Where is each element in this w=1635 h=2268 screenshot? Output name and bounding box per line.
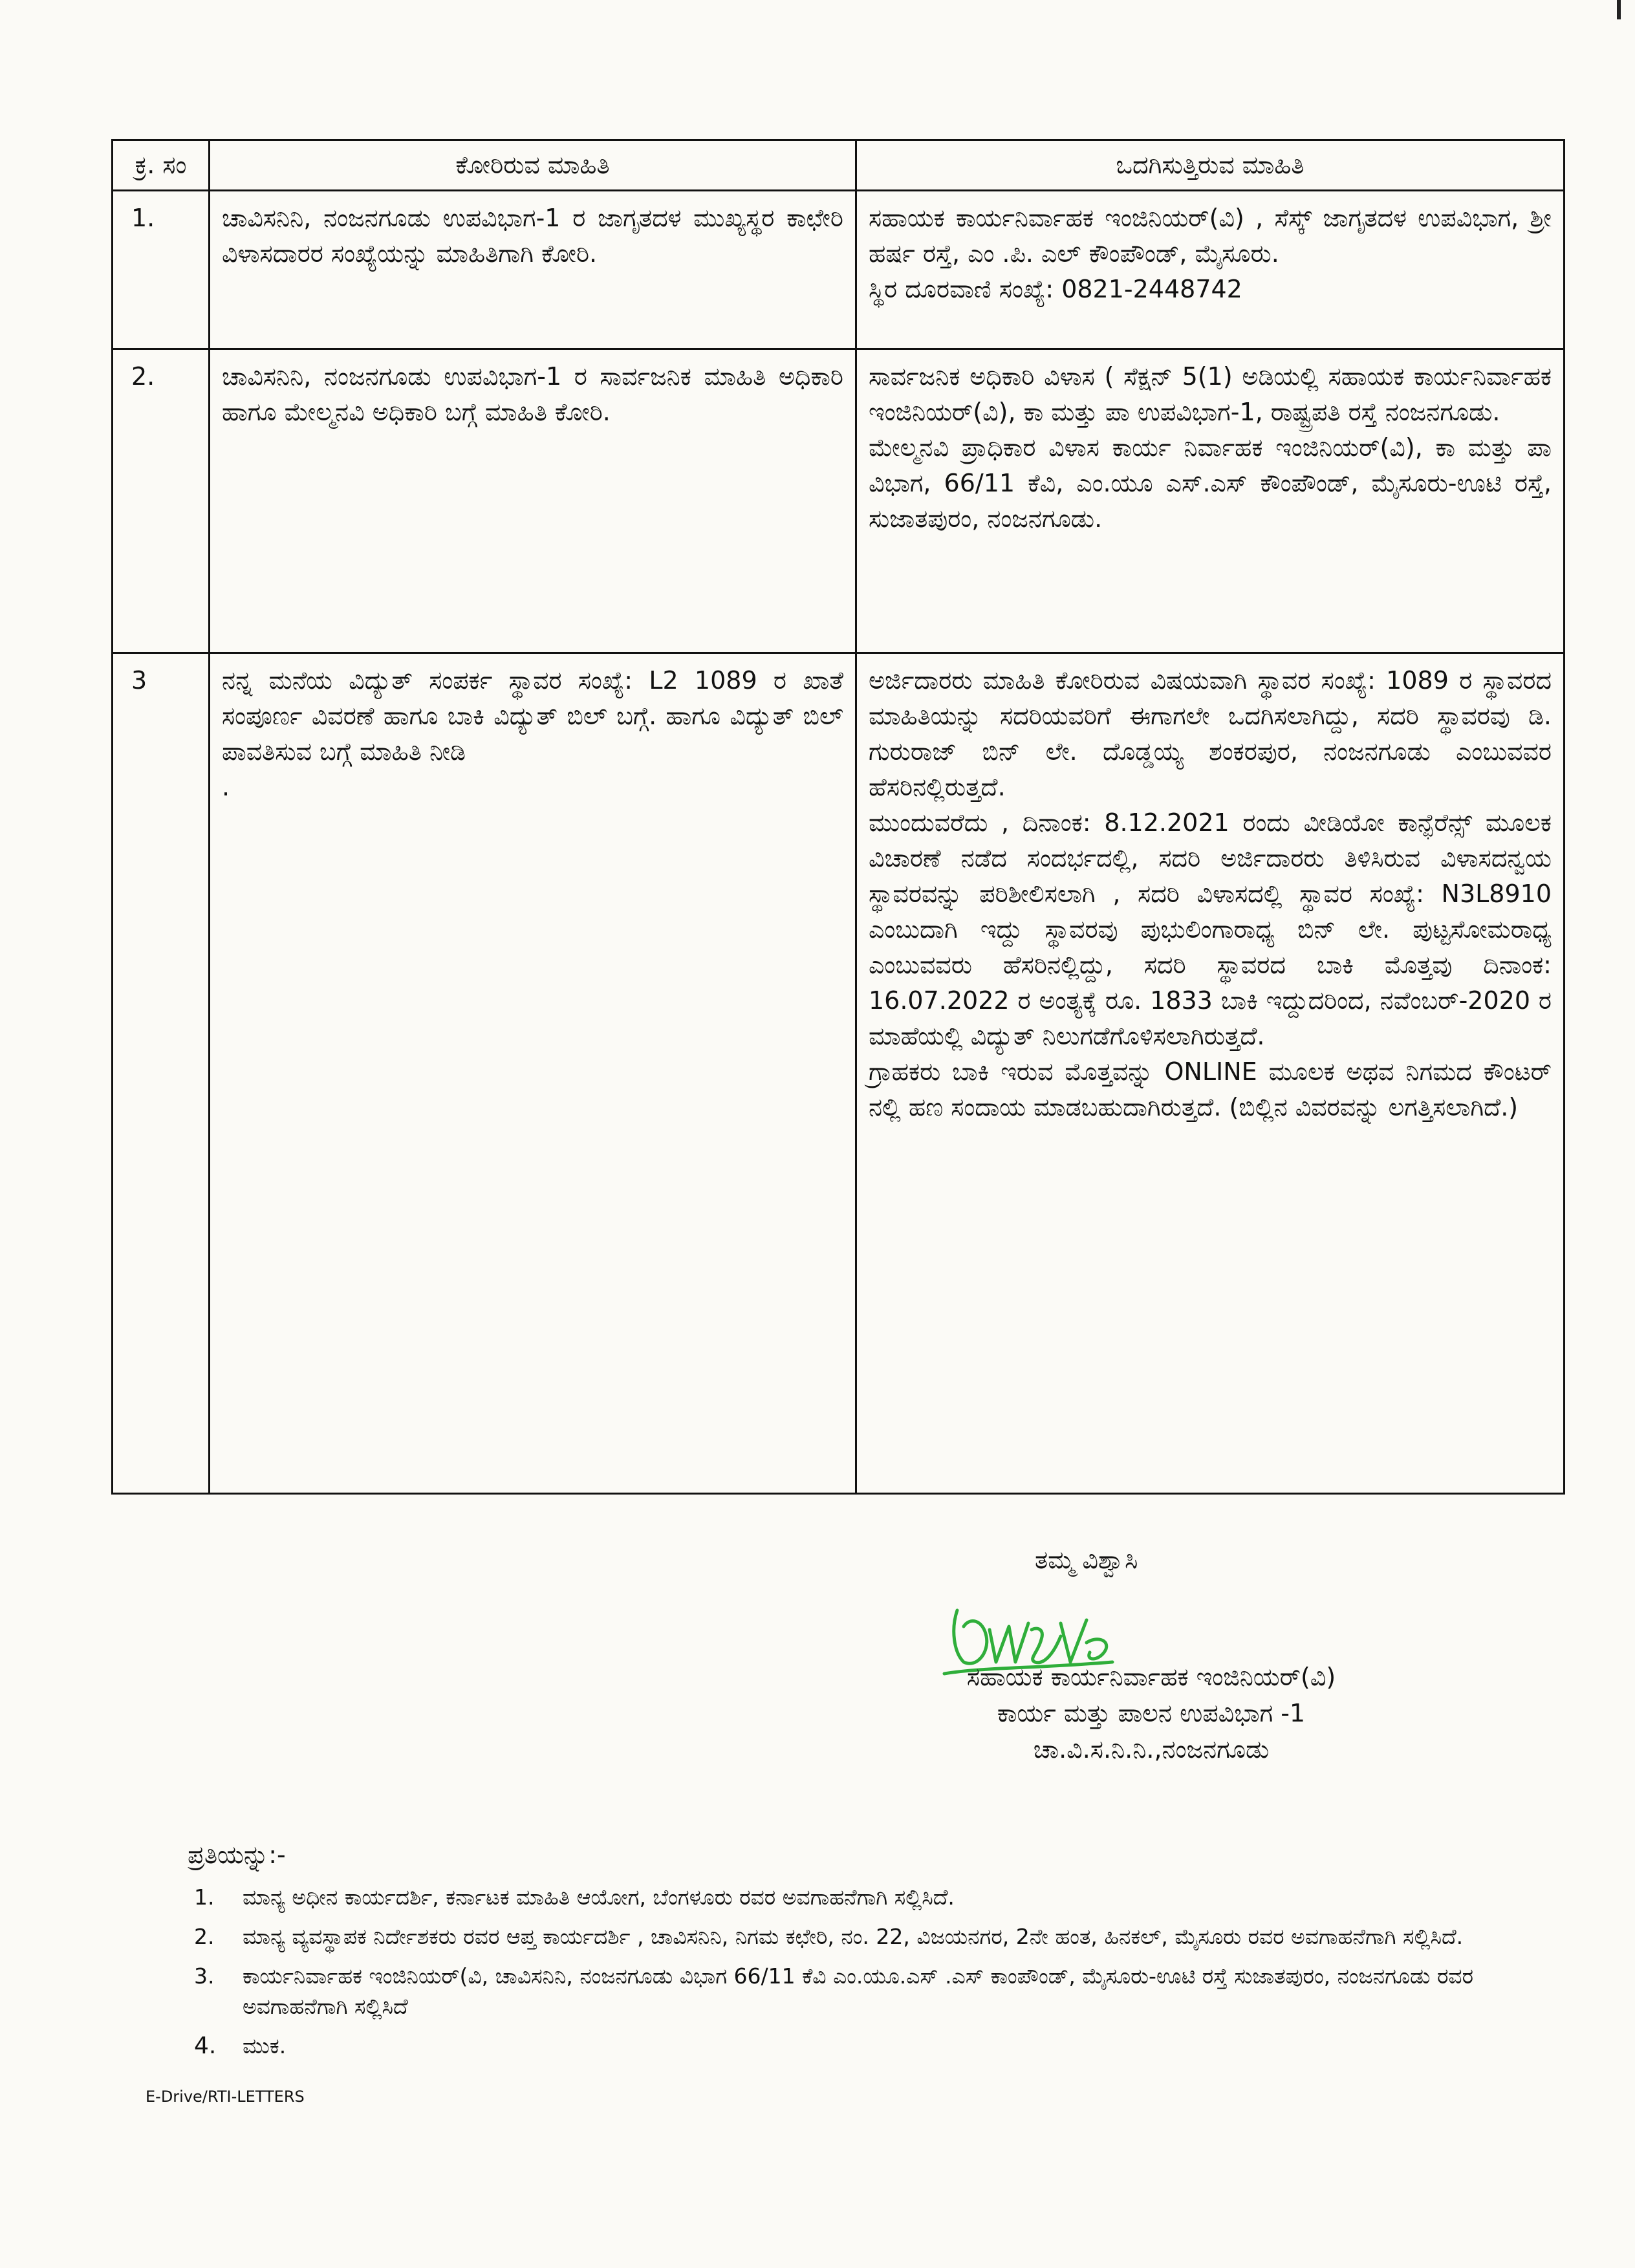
footer-file-path: E-Drive/RTI-LETTERS (146, 2088, 305, 2106)
header-requested-info: ಕೋರಿರುವ ಮಾಹಿತಿ (210, 140, 856, 191)
row-serial-no: 2. (113, 349, 210, 653)
list-item (194, 1921, 1585, 1952)
row-provided-info (856, 191, 1565, 349)
row-requested-info (210, 191, 856, 349)
closing-salutation: ತಮ್ಮ ವಿಶ್ವಾಸಿ (1035, 1546, 1138, 1574)
list-item (194, 2031, 1585, 2061)
copies-list (194, 1882, 1585, 2070)
signatory-block (828, 1659, 1475, 1767)
row-serial-no: 1. (113, 191, 210, 349)
row-requested-info (210, 653, 856, 1494)
copy-recipient: ಮಾನ್ಯ ವ್ಯವಸ್ಥಾಪಕ ನಿರ್ದೇಶಕರು ರವರ ಆಪ್ತ ಕಾರ್ಯದರ್ಶಿ , ಚಾವಿಸನಿನಿ, ನಿಗಮ ಕಛೇರಿ, ನಂ. 22, ವಿಜಯನಗರ, 2ನೇ ಹಂತ, ಹಿನಕಲ್, ಮೈಸೂರು ರವರ ಅವಗಾಹನೆಗಾಗಿ ಸಲ್ಲಿಸಿದೆ. (243, 1924, 1464, 1949)
copy-recipient: ಕಾರ್ಯನಿರ್ವಾಹಕ ಇಂಜಿನಿಯರ್(ವಿ, ಚಾವಿಸನಿನಿ, ನಂಜನಗೂಡು ವಿಭಾಗ 66/11 ಕೆವಿ ಎಂ.ಯೂ.ಎಸ್ .ಎಸ್ ಕಾಂಪೌಂಡ್, ಮೈಸೂರು-ಊಟಿ ರಸ್ತೆ ಸುಜಾತಪುರಂ, ನಂಜನಗೂಡು ರವರ ಅವಗಾಹನೆಗಾಗಿ ಸಲ್ಲಿಸಿದೆ (243, 1963, 1474, 2019)
row-requested-info (210, 349, 856, 653)
signatory-subdivision: ಕಾರ್ಯ ಮತ್ತು ಪಾಲನ ಉಪವಿಭಾಗ -1 (997, 1699, 1306, 1727)
provided-text: ಗ್ರಾಹಕರು ಬಾಕಿ ಇರುವ ಮೊತ್ತವನ್ನು ONLINE ಮೂಲಕ ಅಥವ ನಿಗಮದ ಕೌಂಟರ್ ನಲ್ಲಿ ಹಣ ಸಂದಾಯ ಮಾಡಬಹುದಾಗಿರುತ್ತದೆ. (ಬಿಲ್ಲಿನ ವಿವರವನ್ನು ಲಗತ್ತಿಸಲಾಗಿದೆ.) (869, 1057, 1552, 1121)
page-edge-mark (1617, 0, 1621, 19)
provided-text: ಮೇಲ್ಮನವಿ ಪ್ರಾಧಿಕಾರ ವಿಳಾಸ ಕಾರ್ಯ ನಿರ್ವಾಹಕ ಇಂಜಿನಿಯರ್(ವಿ), ಕಾ ಮತ್ತು ಪಾ ವಿಭಾಗ, 66/11 ಕೆವಿ, ಎಂ.ಯೂ ಎಸ್.ಎಸ್ ಕೌಂಪೌಂಡ್, ಮೈಸೂರು-ಊಟಿ ರಸ್ತೆ, ಸುಜಾತಪುರಂ, ನಂಜನಗೂಡು. (869, 433, 1552, 533)
header-provided-info: ಒದಗಿಸುತ್ತಿರುವ ಮಾಹಿತಿ (856, 140, 1565, 191)
header-serial-no: ಕ್ರ. ಸಂ (113, 140, 210, 191)
table-row (113, 349, 1565, 653)
copy-recipient: ಮುಕ. (243, 2033, 287, 2058)
provided-text: ಅರ್ಜಿದಾರರು ಮಾಹಿತಿ ಕೋರಿರುವ ವಿಷಯವಾಗಿ ಸ್ಥಾವರ ಸಂಖ್ಯೆ: 1089 ರ ಸ್ಥಾವರದ ಮಾಹಿತಿಯನ್ನು ಸದರಿಯವರಿಗೆ ಈಗಾಗಲೇ ಒದಗಿಸಲಾಗಿದ್ದು, ಸದರಿ ಸ್ಥಾವರವು ಡಿ. ಗುರುರಾಜ್ ಬಿನ್ ಲೇ. ದೊಡ್ಡಯ್ಯ ಶಂಕರಪುರ, ನಂಜನಗೂಡು ಎಂಬುವವರ ಹೆಸರಿನಲ್ಲಿರುತ್ತದೆ. (869, 666, 1552, 801)
copy-recipient: ಮಾನ್ಯ ಅಧೀನ ಕಾರ್ಯದರ್ಶಿ, ಕರ್ನಾಟಕ ಮಾಹಿತಿ ಆಯೋಗ, ಬೆಂಗಳೂರು ರವರ ಅವಗಾಹನೆಗಾಗಿ ಸಲ್ಲಿಸಿದೆ. (243, 1885, 955, 1910)
requested-extra-mark: . (222, 773, 230, 801)
table-row (113, 653, 1565, 1494)
requested-text: ನನ್ನ ಮನೆಯ ವಿದ್ಯುತ್ ಸಂಪರ್ಕ ಸ್ಥಾವರ ಸಂಖ್ಯೆ: L2 1089 ರ ಖಾತೆ ಸಂಪೂರ್ಣ ವಿವರಣೆ ಹಾಗೂ ಬಾಕಿ ವಿದ್ಯುತ್ ಬಿಲ್ ಬಗ್ಗೆ. ಹಾಗೂ ವಿದ್ಯುತ್ ಬಿಲ್ ಪಾವತಿಸುವ ಬಗ್ಗೆ ಮಾಹಿತಿ ನೀಡಿ (222, 666, 843, 766)
provided-text: ಸಹಾಯಕ ಕಾರ್ಯನಿರ್ವಾಹಕ ಇಂಜಿನಿಯರ್(ವಿ) , ಸೆಸ್ಕ್ ಜಾಗೃತದಳ ಉಪವಿಭಾಗ, ಶ್ರೀ ಹರ್ಷ ರಸ್ತೆ, ಎಂ .ಪಿ. ಎಲ್ ಕೌಂಪೌಂಡ್, ಮೈಸೂರು. (869, 204, 1552, 268)
list-item (194, 1961, 1585, 2022)
table-row (113, 191, 1565, 349)
row-provided-info (856, 349, 1565, 653)
provided-text: ಮುಂದುವರೆದು , ದಿನಾಂಕ: 8.12.2021 ರಂದು ವೀಡಿಯೋ ಕಾನ್ಫೆರೆನ್ಸ್ ಮೂಲಕ ವಿಚಾರಣೆ ನಡೆದ ಸಂದರ್ಭದಲ್ಲಿ, ಸದರಿ ಅರ್ಜಿದಾರರು ತಿಳಿಸಿರುವ ವಿಳಾಸದನ್ವಯ ಸ್ಥಾವರವನ್ನು ಪರಿಶೀಲಿಸಲಾಗಿ , ಸದರಿ ವಿಳಾಸದಲ್ಲಿ ಸ್ಥಾವರ ಸಂಖ್ಯೆ: N3L8910 ಎಂಬುದಾಗಿ ಇದ್ದು ಸ್ಥಾವರವು ಪುಭುಲಿಂಗಾರಾಧ್ಯ ಬಿನ್ ಲೇ. ಪುಟ್ಟಸೋಮರಾಧ್ಯ ಎಂಬುವವರು ಹೆಸರಿನಲ್ಲಿದ್ದು, ಸದರಿ ಸ್ಥಾವರದ ಬಾಕಿ ಮೊತ್ತವು ದಿನಾಂಕ: 16.07.2022 ರ ಅಂತ್ಯಕ್ಕೆ ರೂ. 1833 ಬಾಕಿ ಇದ್ದುದರಿಂದ, ನವೆಂಬರ್-2020 ರ ಮಾಹೆಯಲ್ಲಿ ವಿದ್ಯುತ್ ನಿಲುಗಡೆಗೊಳಿಸಲಾಗಿರುತ್ತದೆ. (869, 808, 1552, 1050)
signatory-organization: ಚಾ.ವಿ.ಸ.ನಿ.ನಿ.,ನಂಜನಗೂಡು (1033, 1735, 1270, 1764)
row-serial-no: 3 (113, 653, 210, 1494)
requested-text: ಚಾವಿಸನಿನಿ, ನಂಜನಗೂಡು ಉಪವಿಭಾಗ-1 ರ ಜಾಗೃತದಳ ಮುಖ್ಯಸ್ಥರ ಕಾಛೇರಿ ವಿಳಾಸದಾರರ ಸಂಖ್ಯೆಯನ್ನು ಮಾಹಿತಿಗಾಗಿ ಕೋರಿ. (222, 204, 843, 268)
list-item (194, 1882, 1585, 1912)
requested-text: ಚಾವಿಸನಿನಿ, ನಂಜನಗೂಡು ಉಪವಿಭಾಗ-1 ರ ಸಾರ್ವಜನಿಕ ಮಾಹಿತಿ ಅಧಿಕಾರಿ ಹಾಗೂ ಮೇಲ್ಮನವಿ ಅಧಿಕಾರಿ ಬಗ್ಗೆ ಮಾಹಿತಿ ಕೋರಿ. (222, 362, 843, 426)
copy-number: 3. (194, 1963, 215, 1989)
copies-heading: ಪ್ರತಿಯನ್ನು:- (188, 1841, 286, 1869)
signatory-designation: ಸಹಾಯಕ ಕಾರ್ಯನಿರ್ವಾಹಕ ಇಂಜಿನಿಯರ್(ವಿ) (966, 1663, 1336, 1691)
provided-text: ಸಾರ್ವಜನಿಕ ಅಧಿಕಾರಿ ವಿಳಾಸ ( ಸೆಕ್ಷನ್ 5(1) ಅಡಿಯಲ್ಲಿ ಸಹಾಯಕ ಕಾರ್ಯನಿರ್ವಾಹಕ ಇಂಜಿನಿಯರ್(ವಿ), ಕಾ ಮತ್ತು ಪಾ ಉಪವಿಭಾಗ-1, ರಾಷ್ಟ್ರಪತಿ ರಸ್ತೆ ನಂಜನಗೂಡು. (869, 362, 1552, 426)
table-header-row (113, 140, 1565, 191)
provided-text: ಸ್ಥಿರ ದೂರವಾಣಿ ಸಂಖ್ಯೆ: 0821-2448742 (869, 275, 1242, 303)
rti-information-table (111, 139, 1565, 1495)
copy-number: 1. (194, 1885, 215, 1910)
copy-number: 4. (194, 2033, 217, 2059)
row-provided-info (856, 653, 1565, 1494)
copy-number: 2. (194, 1924, 215, 1949)
